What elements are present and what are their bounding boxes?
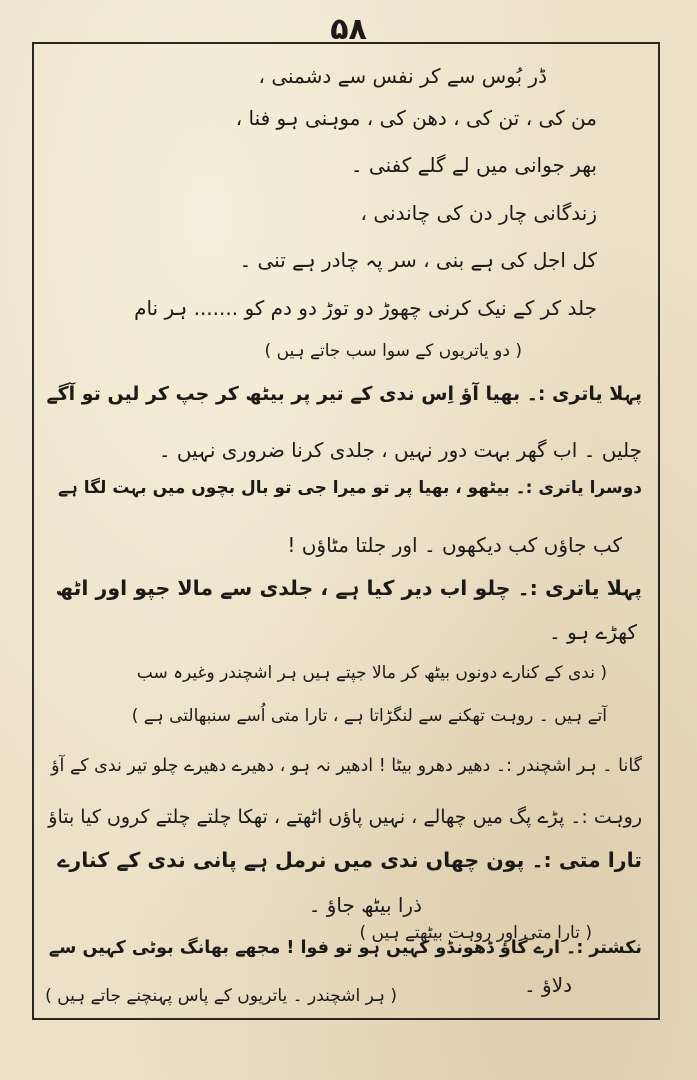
text-line: کھڑے ہو ۔	[549, 620, 637, 644]
text-frame	[32, 42, 660, 1020]
dialogue-line: پہلا یاتری :۔ چلو اب دیر کیا ہے ، جلدی سے مالا جپو اور اٹھ	[55, 576, 642, 600]
text-line: ذرا بیٹھ جاؤ ۔	[308, 893, 422, 917]
stage-direction: آتے ہیں ۔ روہت تھکنے سے لنگڑاتا ہے ، تارا متی اُسے سنبھالتی ہے )	[131, 706, 607, 726]
dialogue-line: نکشتر :۔ ارے گاؤ ڈھونڈو کہیں ہو تو فوا ! مجھے بھانگ بوٹی کہیں سے	[48, 938, 642, 958]
stage-direction: ( ہر اشچندر ۔ یاتریوں کے پاس پہنچنے جاتے ہیں )	[45, 986, 397, 1006]
dialogue-line: دوسرا یاتری :۔ بیٹھو ، بھیا پر تو میرا جی تو بال بچوں میں بہت لگا ہے	[57, 478, 642, 498]
dialogue-line: گانا ۔ ہر اشچندر :۔ دھیر دھرو بیٹا ! ادھیر نہ ہو ، دھیرے دھیرے چلو تیر ندی کے آؤ	[51, 756, 642, 776]
stage-direction: ( تارا متی اور روہت بیٹھتے ہیں )	[359, 923, 592, 943]
page-number: ۵۸	[330, 12, 367, 47]
text-line: من کی ، تن کی ، دھن کی ، موہنی ہو فنا ،	[235, 106, 597, 130]
text-line: ڈر بُوس سے کر نفس سے دشمنی ،	[258, 64, 547, 88]
text-line: بھر جوانی میں لے گلے کفنی ۔	[350, 153, 597, 177]
dialogue-line: تارا متی :۔ پون چھاں ندی میں نرمل ہے پانی ندی کے کنارے	[57, 848, 642, 872]
text-line: کل اجل کی ہے بنی ، سر پہ چادر ہے تنی ۔	[239, 248, 597, 272]
text-line: کب جاؤں کب دیکھوں ۔ اور جلتا مٹاؤں !	[287, 533, 622, 557]
text-line: دلاؤ ۔	[523, 973, 572, 997]
stage-direction: ( ندی کے کنارے دونوں بیٹھ کر مالا جپتے ہیں ہر اشچندر وغیرہ سب	[136, 663, 607, 683]
dialogue-line: پہلا یاتری :۔ بھیا آؤ اِس ندی کے تیر پر بیٹھ کر جپ کر لیں تو آگے	[46, 383, 642, 405]
stage-direction: ( دو یاتریوں کے سوا سب جاتے ہیں )	[264, 341, 522, 361]
text-line: چلیں ۔ اب گھر بہت دور نہیں ، جلدی کرنا ضروری نہیں ۔	[158, 438, 642, 462]
dialogue-line: روہت :۔ پڑے پگ میں چھالے ، نہیں پاؤں اٹھتے ، تھکا چلتے چلتے کروں کیا بتاؤ	[48, 806, 642, 828]
text-line: زندگانی چار دن کی چاندنی ،	[360, 201, 597, 225]
text-line: جلد کر کے نیک کرنی چھوڑ دو توڑ دو دم کو ....... ہر نام	[134, 296, 597, 320]
